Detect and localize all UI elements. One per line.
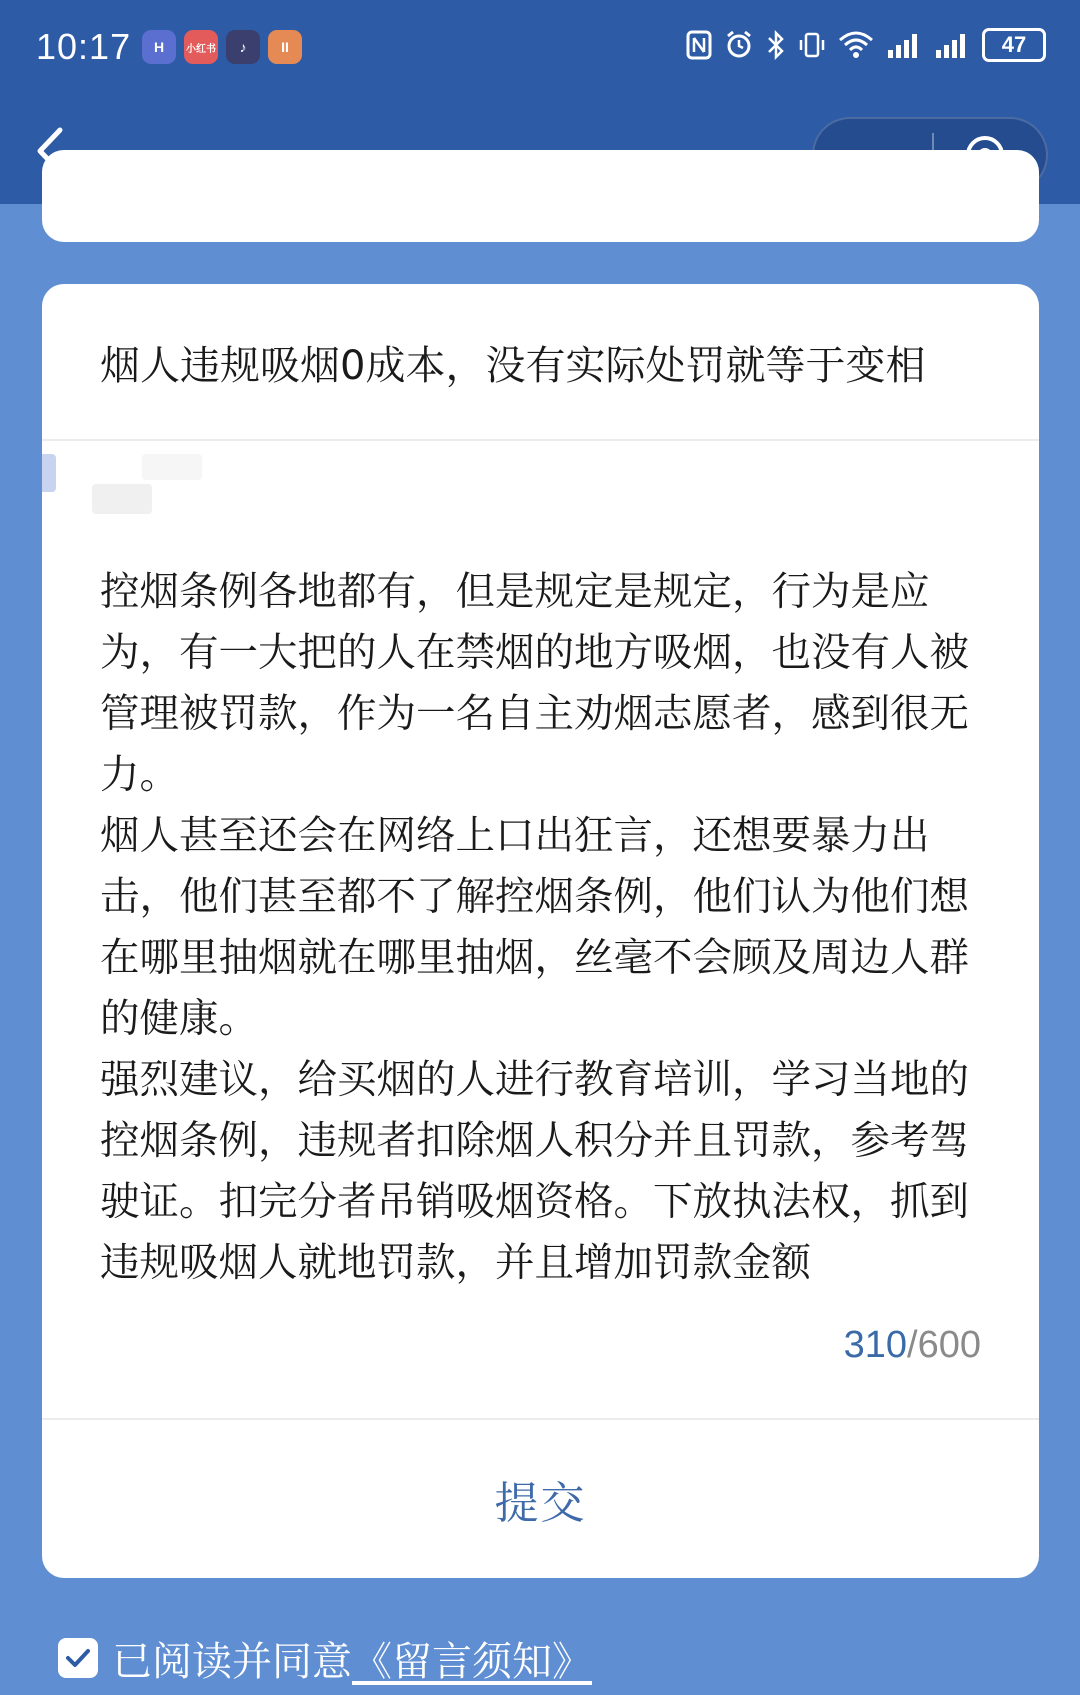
title-divider xyxy=(42,439,1039,441)
title-input[interactable]: 烟人违规吸烟0成本，没有实际处罚就等于变相 xyxy=(100,343,926,389)
battery-indicator: 47 xyxy=(982,28,1046,62)
status-time: 10:17 xyxy=(36,26,132,67)
nfc-icon xyxy=(686,30,712,60)
previous-card xyxy=(42,150,1039,242)
content-text: 控烟条例各地都有，但是规定是规定，行为是应为，有一大把的人在禁烟的地方吸烟，也没有人被管理被罚款，作为一名自主劝烟志愿者，感到很无力。 烟人甚至还会在网络上口出狂言，还想要暴力出击，他们甚至都不了解控烟条例，他们认为他们想在哪里抽烟就在哪里抽烟，丝毫不会顾及周边人群的健康。 强烈建议，给买烟的人进行教育培训，学习当地的控烟条例，违规者扣除烟人积分并且罚款，参考驾驶证。扣完分者吊销吸烟资格。下放执法权，抓到违规吸烟人就地罚款，并且增加罚款金额 xyxy=(100,569,969,1286)
char-count-limit: /600 xyxy=(907,1324,981,1366)
app-orange-icon: II xyxy=(268,30,302,64)
status-app-icons xyxy=(142,30,302,64)
char-count-current: 310 xyxy=(843,1324,908,1366)
app-h-icon: H xyxy=(142,30,176,64)
agreement-link[interactable]: 《留言须知》 xyxy=(352,1638,592,1685)
blurred-placeholder xyxy=(92,484,152,514)
agreement-checkbox[interactable] xyxy=(58,1638,98,1678)
submit-button[interactable]: 提交 xyxy=(494,1478,587,1529)
app-tiktok-icon: ♪ xyxy=(226,30,260,64)
vibrate-icon xyxy=(798,30,826,60)
blurred-placeholder-2 xyxy=(142,454,202,480)
app-xiaohongshu-icon: 小红书 xyxy=(184,30,218,64)
bluetooth-icon xyxy=(766,30,786,60)
check-icon xyxy=(63,1643,93,1673)
char-counter xyxy=(844,1324,981,1367)
agreement-text: 已阅读并同意 xyxy=(112,1638,352,1685)
message-form-card xyxy=(42,284,1039,1578)
alarm-icon xyxy=(724,30,754,60)
signal-1-icon xyxy=(886,30,922,60)
signal-2-icon xyxy=(934,30,970,60)
agreement-row xyxy=(58,1630,592,1686)
wifi-icon xyxy=(838,30,874,60)
blurred-cursor-marker xyxy=(42,454,56,492)
status-indicators xyxy=(686,28,1046,62)
